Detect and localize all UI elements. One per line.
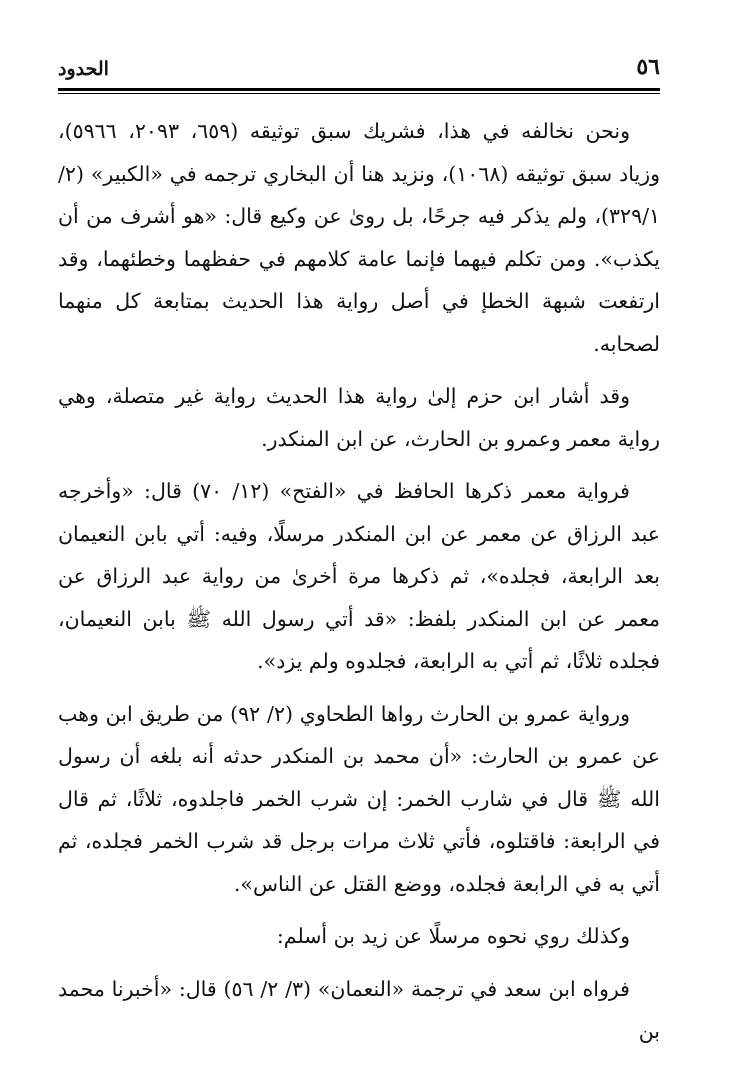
paragraph-1: ونحن نخالفه في هذا، فشريك سبق توثيقه (٦٥٩، ٢٠٩٣، ٥٩٦٦)، وزياد سبق توثيقه (١٠٦٨)، ونزيد هنا أن البخاري ترجمه في «الكبير» (٢/ ٣٢٩/١)، ولم يذكر فيه جرحًا، بل روىٰ عن وكيع قال: «هو أشرف من أن يكذب». ومن تكلم فيهما فإنما عامة كلامهم في حفظهما وخطئهما، وقد ارتفعت شبهة الخطإ في أصل رواية هذا الحديث بمتابعة كل منهما لصحابه. bbox=[58, 119, 660, 356]
paragraph-4: ورواية عمرو بن الحارث رواها الطحاوي (٢/ ٩٢) من طريق ابن وهب عن عمرو بن الحارث: «أن محمد بن المنكدر حدثه أنه بلغه أن رسول الله ﷺ قال في شارب الخمر: إن شرب الخمر فاجلدوه، ثلاثًا، ثم قال في الرابعة: فاقتلوه، فأتي ثلاث مرات برجل قد شرب الخمر فجلده، ثم أتي به في الرابعة فجلده، ووضع القتل عن الناس». bbox=[58, 701, 660, 896]
paragraph-3: فرواية معمر ذكرها الحافظ في «الفتح» (١٢/ ٧٠) قال: «وأخرجه عبد الرزاق عن معمر عن ابن المنكدر مرسلًا، وفيه: أتي بابن النعيمان بعد الرابعة، فجلده»، ثم ذكرها مرة أخرىٰ من رواية عبد الرزاق عن معمر عن ابن المنكدر بلفظ: «قد أتي رسول الله ﷺ بابن النعيمان، فجلده ثلاثًا، ثم أتي به الرابعة، فجلدوه ولم يزد». bbox=[58, 479, 660, 673]
page-header bbox=[58, 48, 660, 84]
paragraph-5: وكذلك روي نحوه مرسلًا عن زيد بن أسلم: bbox=[276, 924, 630, 948]
body-text bbox=[58, 110, 660, 1053]
page-number: ٥٦ bbox=[636, 54, 660, 80]
header-rule-thin bbox=[58, 93, 660, 94]
header-rule-thick bbox=[58, 88, 660, 91]
paragraph-6: فرواه ابن سعد في ترجمة «النعمان» (٣/ ٢/ ٥٦) قال: «أخبرنا محمد بن bbox=[58, 976, 660, 1043]
book-page bbox=[58, 48, 660, 1070]
paragraph-2: وقد أشار ابن حزم إلىٰ رواية هذا الحديث رواية غير متصلة، وهي رواية معمر وعمرو بن الحارث، عن ابن المنكدر. bbox=[58, 384, 660, 451]
running-title: الحدود bbox=[58, 58, 109, 80]
